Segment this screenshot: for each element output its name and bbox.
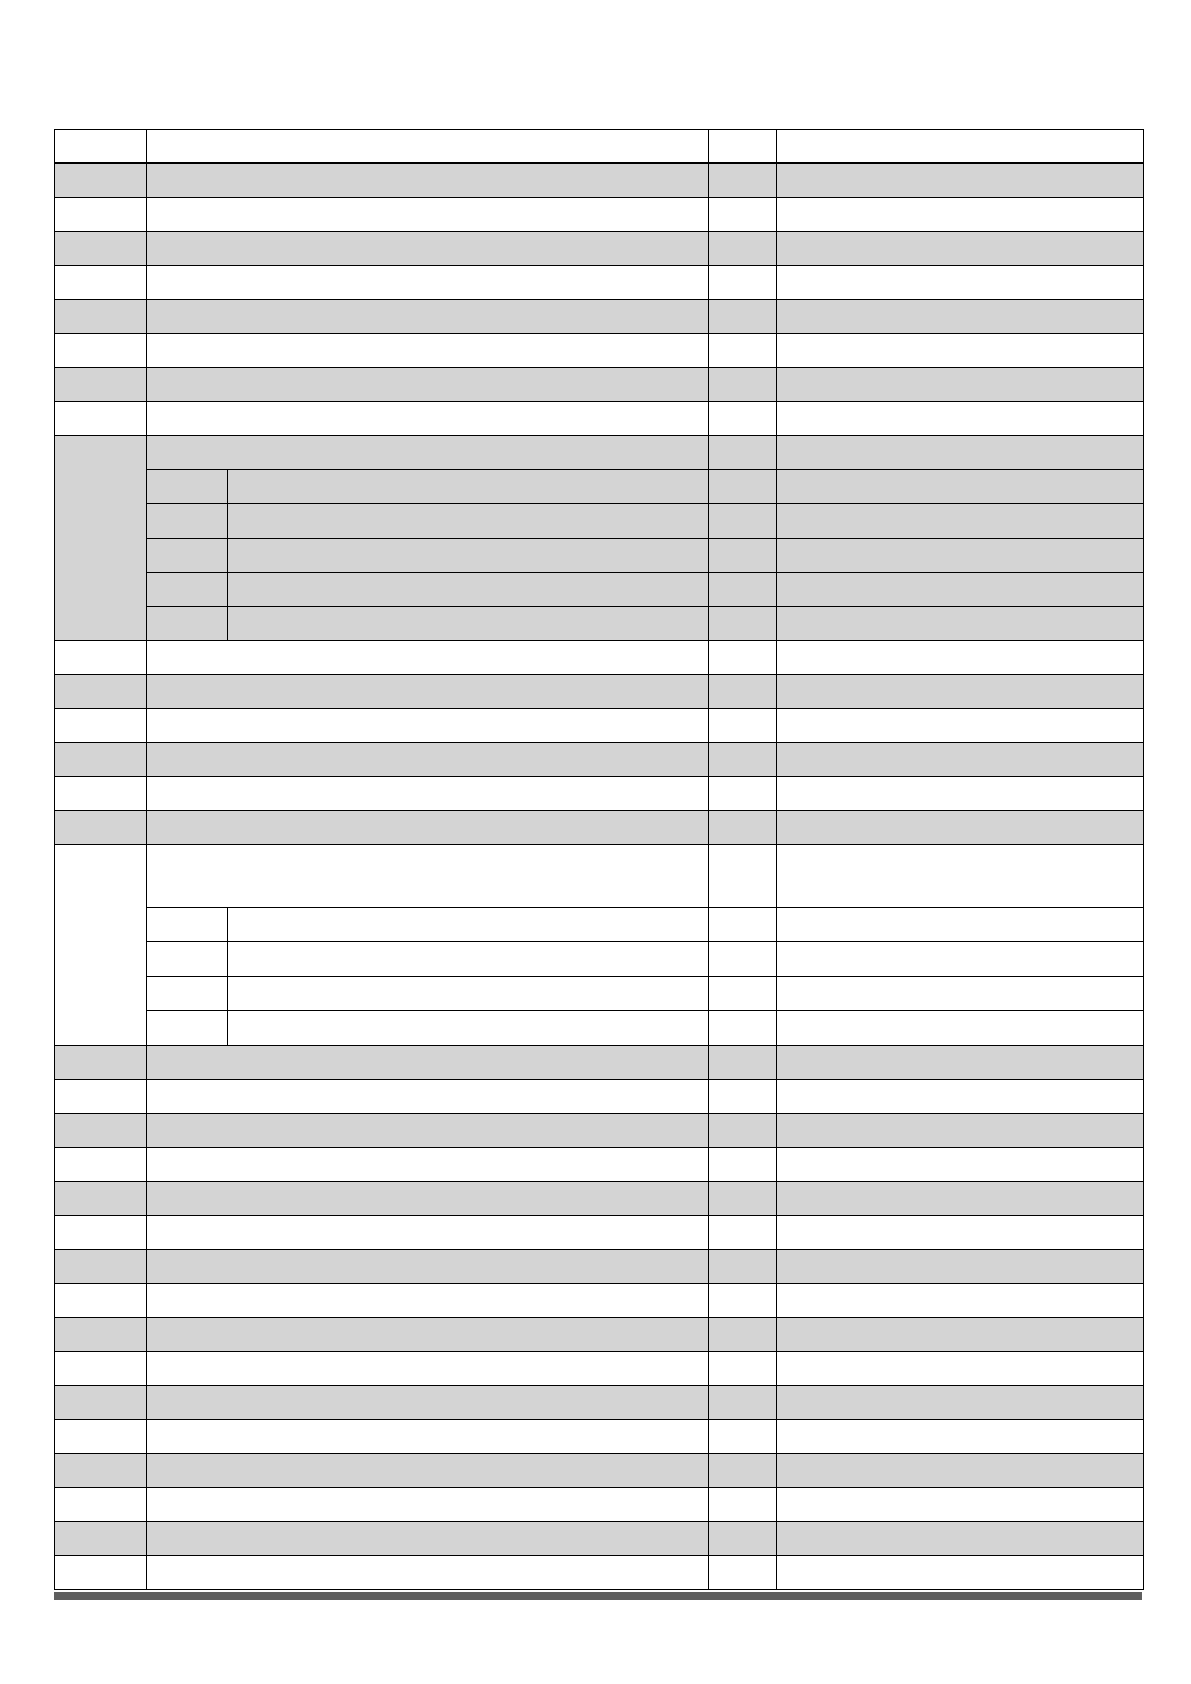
row-10-col-2 [146, 640, 709, 675]
row-24-col-4 [776, 1283, 1144, 1318]
row-12-col-4 [776, 708, 1144, 743]
row-24-col-3 [708, 1283, 777, 1318]
row-11-col-2 [146, 674, 709, 709]
row-25-col-1 [54, 1317, 147, 1352]
row-14-col-2 [146, 776, 709, 811]
row-19-col-2 [146, 1113, 709, 1148]
row-9-sub-2-col-a [146, 503, 228, 539]
row-12-col-1 [54, 708, 147, 743]
row-27-col-3 [708, 1385, 777, 1420]
row-8-col-1 [54, 401, 147, 436]
row-2-col-4 [776, 197, 1144, 232]
row-17-col-2 [146, 1045, 709, 1080]
row-9-group-title [146, 435, 709, 470]
row-18-col-2 [146, 1079, 709, 1114]
row-27-col-2 [146, 1385, 709, 1420]
row-9-sub-5-col-4 [776, 606, 1144, 641]
row-14-col-1 [54, 776, 147, 811]
row-16-sub-2-col-4 [776, 941, 1144, 977]
row-16-sub-3-col-b [227, 976, 709, 1011]
row-19-col-4 [776, 1113, 1144, 1148]
row-9-sub-4-col-4 [776, 572, 1144, 607]
row-30-col-1 [54, 1487, 147, 1522]
row-6-col-2 [146, 333, 709, 368]
row-24-col-1 [54, 1283, 147, 1318]
row-28-col-3 [708, 1419, 777, 1454]
row-9-sub-3-col-b [227, 538, 709, 573]
row-6-col-1 [54, 333, 147, 368]
row-9-group-col-3 [708, 435, 777, 470]
row-3-col-1 [54, 231, 147, 266]
row-23-col-2 [146, 1249, 709, 1284]
row-6-col-4 [776, 333, 1144, 368]
row-16-sub-4-col-3 [708, 1010, 777, 1046]
row-8-col-3 [708, 401, 777, 436]
header-cell-1 [54, 129, 147, 164]
row-9-group-label [54, 435, 147, 641]
row-1-col-3 [708, 163, 777, 198]
row-29-col-3 [708, 1453, 777, 1488]
row-21-col-3 [708, 1181, 777, 1216]
row-3-col-3 [708, 231, 777, 266]
row-1-col-4 [776, 163, 1144, 198]
row-9-sub-5-col-a [146, 606, 228, 641]
row-2-col-1 [54, 197, 147, 232]
row-8-col-2 [146, 401, 709, 436]
row-19-col-1 [54, 1113, 147, 1148]
row-9-sub-4-col-a [146, 572, 228, 607]
row-23-col-4 [776, 1249, 1144, 1284]
row-17-col-4 [776, 1045, 1144, 1080]
row-29-col-4 [776, 1453, 1144, 1488]
row-16-sub-4-col-a [146, 1010, 228, 1046]
row-18-col-4 [776, 1079, 1144, 1114]
row-25-col-3 [708, 1317, 777, 1352]
row-4-col-4 [776, 265, 1144, 300]
row-22-col-1 [54, 1215, 147, 1250]
header-cell-4 [776, 129, 1144, 164]
row-25-col-2 [146, 1317, 709, 1352]
row-3-col-4 [776, 231, 1144, 266]
row-9-sub-1-col-a [146, 469, 228, 504]
row-11-col-1 [54, 674, 147, 709]
row-16-sub-3-col-4 [776, 976, 1144, 1011]
row-9-sub-1-col-4 [776, 469, 1144, 504]
row-20-col-2 [146, 1147, 709, 1182]
row-7-col-4 [776, 367, 1144, 402]
row-10-col-3 [708, 640, 777, 675]
row-20-col-1 [54, 1147, 147, 1182]
row-23-col-3 [708, 1249, 777, 1284]
row-13-col-1 [54, 742, 147, 777]
row-5-col-4 [776, 299, 1144, 334]
row-16-sub-2-col-a [146, 941, 228, 977]
row-10-col-1 [54, 640, 147, 675]
row-28-col-4 [776, 1419, 1144, 1454]
row-2-col-2 [146, 197, 709, 232]
row-16-sub-3-col-a [146, 976, 228, 1011]
row-22-col-2 [146, 1215, 709, 1250]
row-9-sub-5-col-b [227, 606, 709, 641]
row-32-col-3 [708, 1555, 777, 1590]
row-21-col-1 [54, 1181, 147, 1216]
row-25-col-4 [776, 1317, 1144, 1352]
row-13-col-2 [146, 742, 709, 777]
row-16-group-col-3 [708, 844, 777, 908]
row-27-col-1 [54, 1385, 147, 1420]
row-6-col-3 [708, 333, 777, 368]
row-30-col-3 [708, 1487, 777, 1522]
row-19-col-3 [708, 1113, 777, 1148]
row-31-col-1 [54, 1521, 147, 1556]
row-18-col-3 [708, 1079, 777, 1114]
row-9-sub-4-col-b [227, 572, 709, 607]
row-1-col-1 [54, 163, 147, 198]
row-22-col-4 [776, 1215, 1144, 1250]
row-5-col-2 [146, 299, 709, 334]
row-28-col-2 [146, 1419, 709, 1454]
row-16-sub-2-col-3 [708, 941, 777, 977]
row-29-col-2 [146, 1453, 709, 1488]
row-9-sub-3-col-4 [776, 538, 1144, 573]
row-12-col-3 [708, 708, 777, 743]
row-31-col-2 [146, 1521, 709, 1556]
row-7-col-1 [54, 367, 147, 402]
row-30-col-2 [146, 1487, 709, 1522]
header-cell-2 [146, 129, 709, 164]
row-24-col-2 [146, 1283, 709, 1318]
row-13-col-4 [776, 742, 1144, 777]
row-32-col-1 [54, 1555, 147, 1590]
row-27-col-4 [776, 1385, 1144, 1420]
row-28-col-1 [54, 1419, 147, 1454]
row-16-group-label [54, 844, 147, 1046]
row-15-col-4 [776, 810, 1144, 845]
row-32-col-4 [776, 1555, 1144, 1590]
row-11-col-4 [776, 674, 1144, 709]
row-16-sub-1-col-4 [776, 907, 1144, 942]
row-16-group-col-4 [776, 844, 1144, 908]
row-31-col-4 [776, 1521, 1144, 1556]
row-16-sub-4-col-4 [776, 1010, 1144, 1046]
row-22-col-3 [708, 1215, 777, 1250]
row-16-sub-1-col-a [146, 907, 228, 942]
row-26-col-3 [708, 1351, 777, 1386]
row-4-col-2 [146, 265, 709, 300]
row-23-col-1 [54, 1249, 147, 1284]
header-cell-3 [708, 129, 777, 164]
row-1-col-2 [146, 163, 709, 198]
row-12-col-2 [146, 708, 709, 743]
row-11-col-3 [708, 674, 777, 709]
row-9-sub-2-col-b [227, 503, 709, 539]
row-20-col-3 [708, 1147, 777, 1182]
row-9-sub-2-col-3 [708, 503, 777, 539]
row-9-sub-1-col-b [227, 469, 709, 504]
row-21-col-4 [776, 1181, 1144, 1216]
row-9-sub-4-col-3 [708, 572, 777, 607]
row-9-sub-5-col-3 [708, 606, 777, 641]
row-16-sub-3-col-3 [708, 976, 777, 1011]
row-7-col-2 [146, 367, 709, 402]
row-14-col-4 [776, 776, 1144, 811]
row-26-col-1 [54, 1351, 147, 1386]
row-16-sub-1-col-3 [708, 907, 777, 942]
row-20-col-4 [776, 1147, 1144, 1182]
row-7-col-3 [708, 367, 777, 402]
row-16-sub-4-col-b [227, 1010, 709, 1046]
row-29-col-1 [54, 1453, 147, 1488]
row-9-sub-2-col-4 [776, 503, 1144, 539]
row-18-col-1 [54, 1079, 147, 1114]
row-16-sub-2-col-b [227, 941, 709, 977]
row-30-col-4 [776, 1487, 1144, 1522]
row-9-sub-3-col-a [146, 538, 228, 573]
row-9-group-col-4 [776, 435, 1144, 470]
row-17-col-3 [708, 1045, 777, 1080]
row-15-col-2 [146, 810, 709, 845]
row-16-sub-1-col-b [227, 907, 709, 942]
footer-rule [54, 1592, 1142, 1600]
row-14-col-3 [708, 776, 777, 811]
row-4-col-1 [54, 265, 147, 300]
row-15-col-1 [54, 810, 147, 845]
row-31-col-3 [708, 1521, 777, 1556]
row-26-col-2 [146, 1351, 709, 1386]
row-9-sub-3-col-3 [708, 538, 777, 573]
row-16-group-title [146, 844, 709, 908]
row-32-col-2 [146, 1555, 709, 1590]
row-2-col-3 [708, 197, 777, 232]
row-4-col-3 [708, 265, 777, 300]
row-21-col-2 [146, 1181, 709, 1216]
row-26-col-4 [776, 1351, 1144, 1386]
row-15-col-3 [708, 810, 777, 845]
row-8-col-4 [776, 401, 1144, 436]
row-13-col-3 [708, 742, 777, 777]
row-9-sub-1-col-3 [708, 469, 777, 504]
row-5-col-3 [708, 299, 777, 334]
row-5-col-1 [54, 299, 147, 334]
row-10-col-4 [776, 640, 1144, 675]
row-17-col-1 [54, 1045, 147, 1080]
row-3-col-2 [146, 231, 709, 266]
